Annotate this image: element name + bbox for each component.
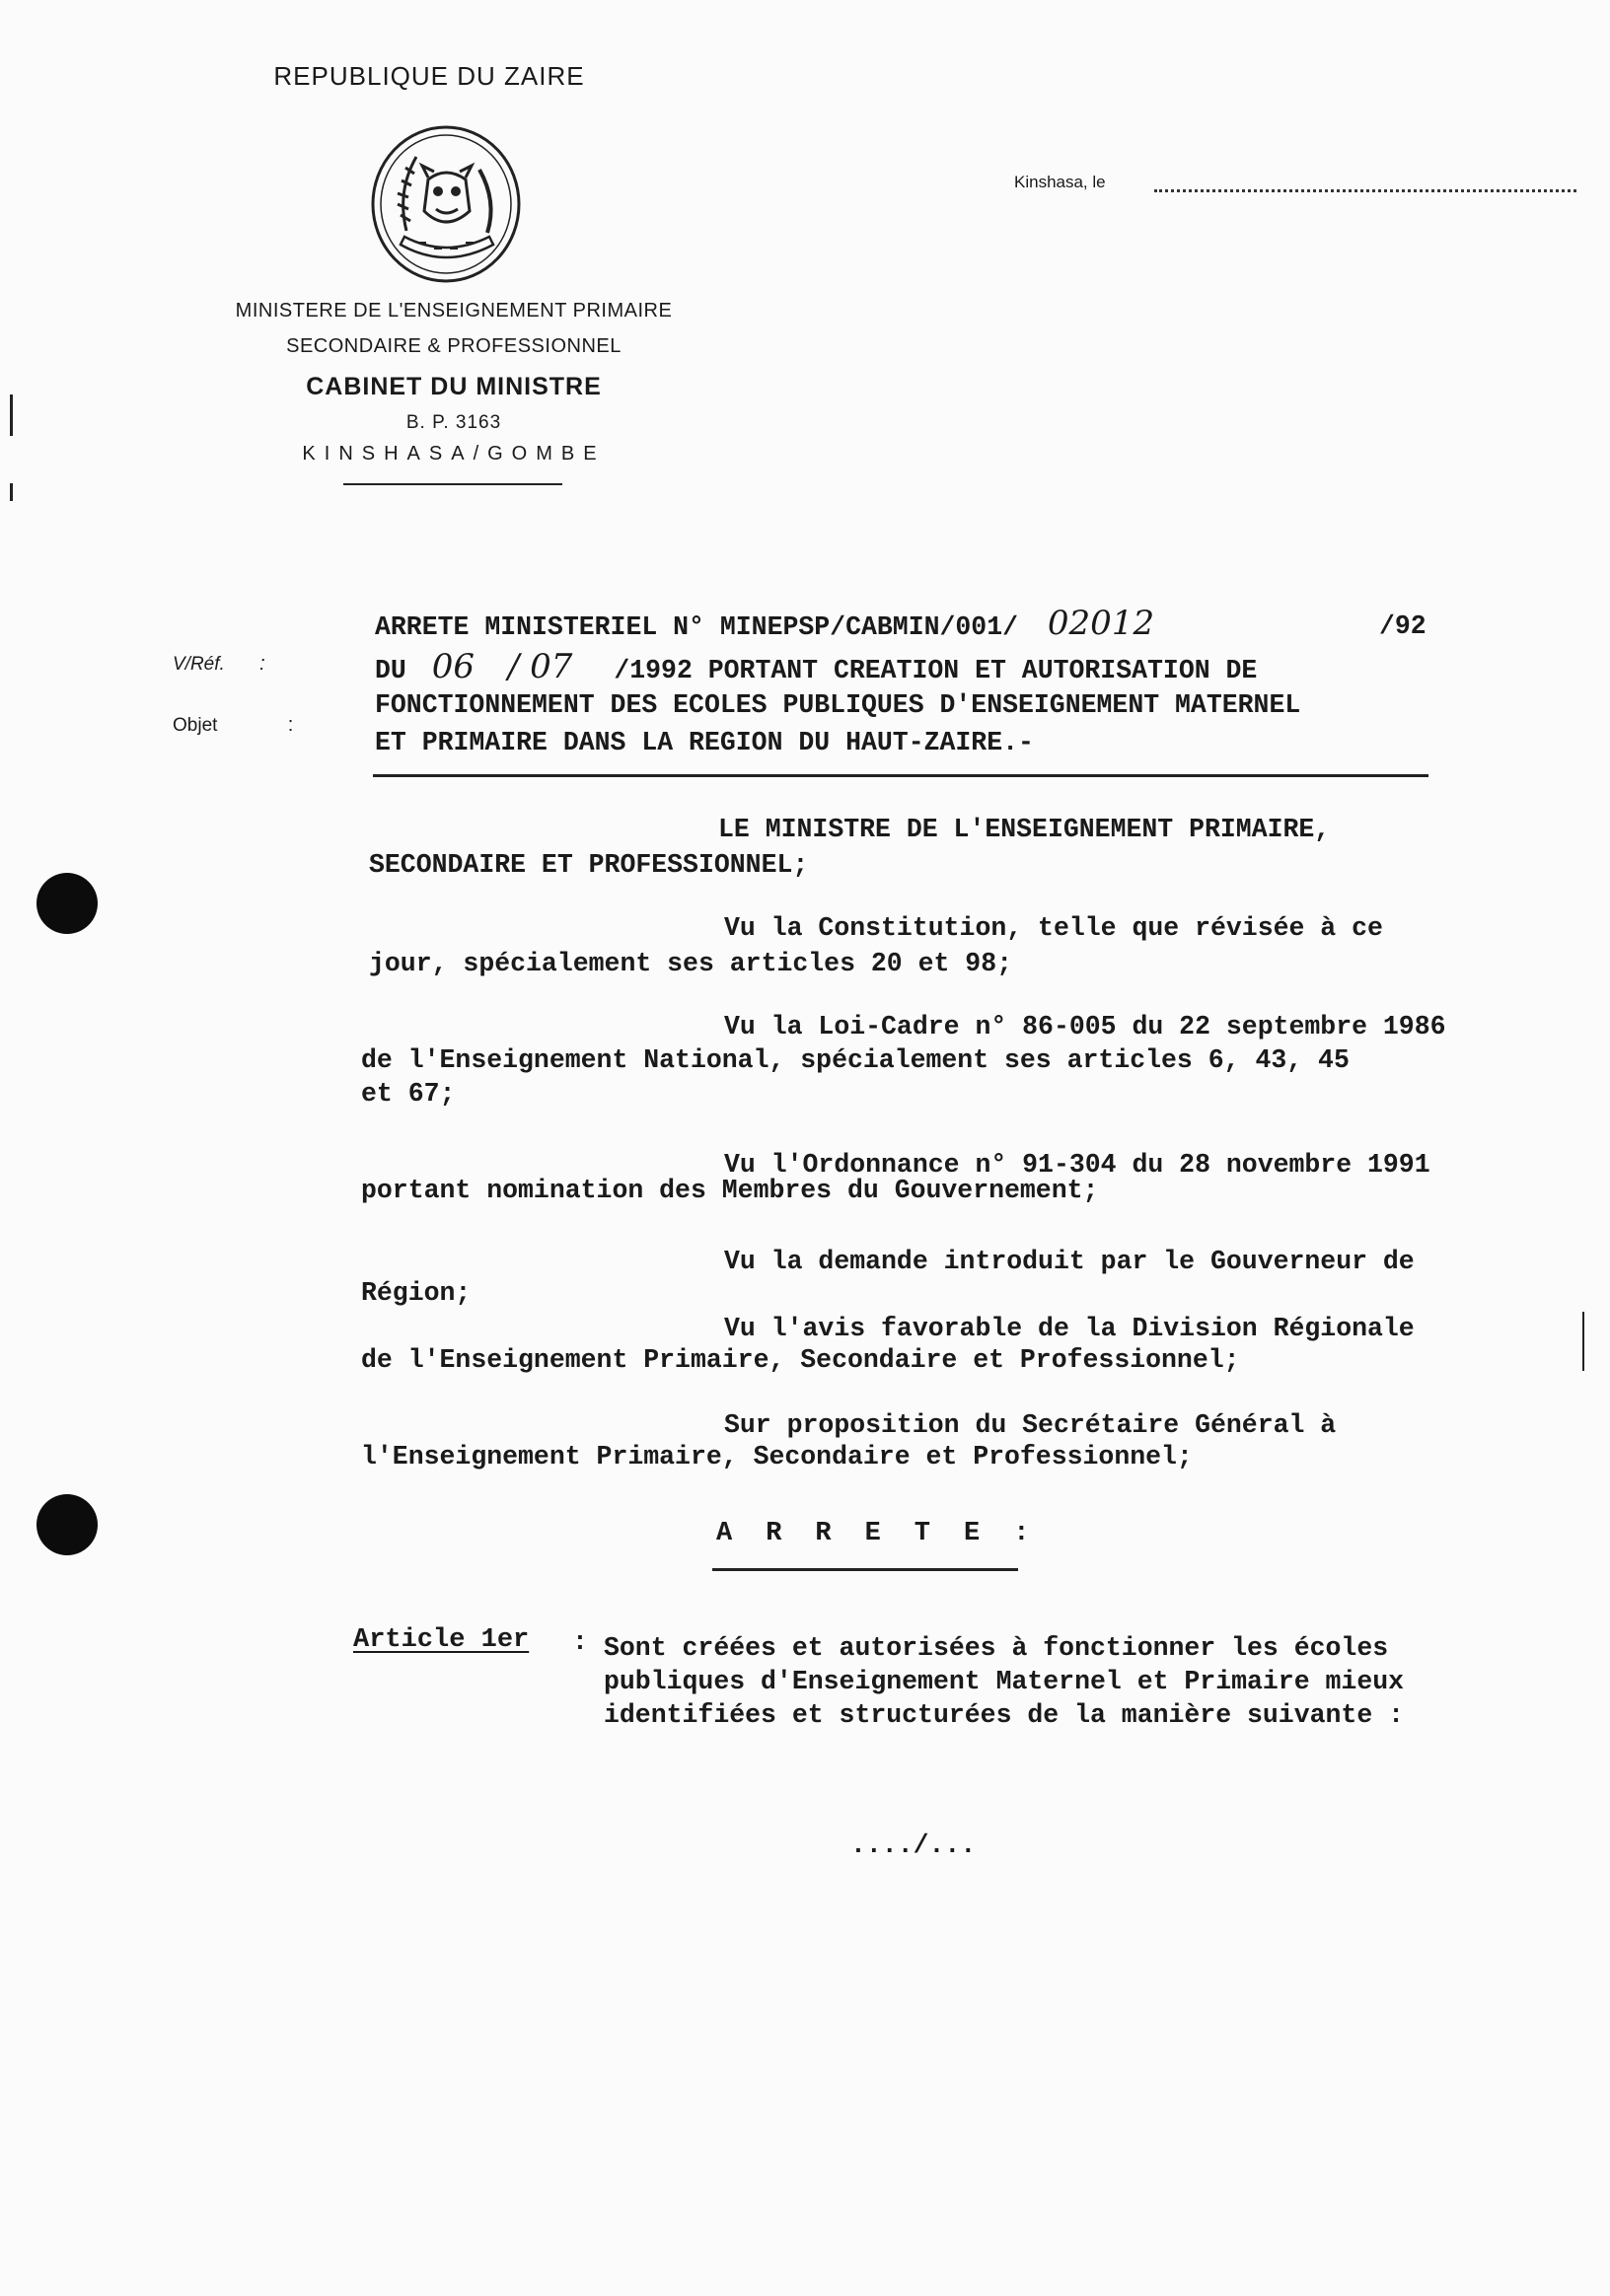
date-dotted-line [1154,189,1576,192]
visa-loi-cadre-3: et 67; [361,1079,456,1109]
article-1-line-2: publiques d'Enseignement Maternel et Primaire mieux [604,1667,1405,1696]
visa-avis-1: Vu l'avis favorable de la Division Régionale [724,1314,1415,1343]
subject-line-2 [375,647,1257,686]
date-prefix: DU [375,656,406,685]
subject-line-3: FONCTIONNEMENT DES ECOLES PUBLIQUES D'ENSEIGNEMENT MATERNEL [375,690,1301,720]
continuation-marker: ..../... [850,1830,977,1860]
visa-ordonnance-1: Vu l'Ordonnance n° 91-304 du 28 novembre 1991 [724,1150,1430,1180]
decree-number-prefix: ARRETE MINISTERIEL N° MINEPSP/CABMIN/001/ [375,612,1019,642]
article-1-line-3: identifiées et structurées de la manière suivante : [604,1700,1405,1730]
visa-loi-cadre-2: de l'Enseignement National, spécialement ses articles 6, 43, 45 [361,1045,1350,1075]
proposition-2: l'Enseignement Primaire, Secondaire et Professionnel; [361,1442,1193,1471]
po-box: B. P. 3163 [405,412,502,433]
visa-loi-cadre-1: Vu la Loi-Cadre n° 86-005 du 22 septembre 1986 [724,1012,1446,1041]
month-handwritten: / 07 [507,647,573,686]
coat-of-arms-icon [367,122,525,286]
visa-constitution-2: jour, spécialement ses articles 20 et 98; [369,949,1013,978]
arrete-heading: ARRETE: [716,1519,1063,1548]
scan-mark [10,483,13,501]
minister-line-1: LE MINISTRE DE L'ENSEIGNEMENT PRIMAIRE, [718,815,1331,844]
day-handwritten: 06 [431,647,475,686]
ministry-line-2: SECONDAIRE & PROFESSIONNEL [286,335,622,357]
subject-label-text: Objet [173,715,218,736]
article-1-label: Article 1er [353,1625,530,1655]
visa-demande-2: Région; [361,1278,472,1308]
subject-colon: : [287,714,294,736]
visa-demande-1: Vu la demande introduit par le Gouverneur de [724,1247,1415,1276]
subject-line-2-text: /1992 PORTANT CREATION ET AUTORISATION DE [614,656,1258,685]
punch-hole-bottom [37,1494,98,1555]
subject-label [173,714,293,737]
proposition-1: Sur proposition du Secrétaire Général à [724,1410,1337,1440]
reference-label [173,653,265,676]
visa-avis-2: de l'Enseignement Primaire, Secondaire et Professionnel; [361,1345,1240,1375]
date-label: Kinshasa, le [1014,173,1106,191]
subject-rule [373,774,1428,777]
article-1-colon: : [572,1627,588,1657]
punch-hole-top [37,873,98,934]
ministry-line-1: MINISTERE DE L'ENSEIGNEMENT PRIMAIRE [235,300,673,322]
cabinet-heading: CABINET DU MINISTRE [306,373,602,400]
republic-heading: REPUBLIQUE DU ZAIRE [273,61,585,91]
reference-colon: : [259,653,265,675]
reference-label-text: V/Réf. [173,654,225,675]
city-line: KINSHASA/GOMBE [302,443,606,465]
visa-constitution-1: Vu la Constitution, telle que révisée à ce [724,913,1383,943]
visa-ordonnance-2: portant nomination des Membres du Gouvernement; [361,1176,1099,1205]
minister-line-2: SECONDAIRE ET PROFESSIONNEL; [369,850,809,880]
subject-line-1 [375,604,1154,643]
scan-mark [10,395,13,436]
arrete-rule [712,1568,1018,1571]
decree-year: /92 [1379,611,1427,641]
letterhead-rule [343,483,562,485]
article-1-line-1: Sont créées et autorisées à fonctionner les écoles [604,1633,1389,1663]
subject-line-4: ET PRIMAIRE DANS LA REGION DU HAUT-ZAIRE.- [375,728,1034,757]
decree-number-handwritten: 02012 [1047,604,1155,643]
scan-mark [1582,1312,1584,1371]
